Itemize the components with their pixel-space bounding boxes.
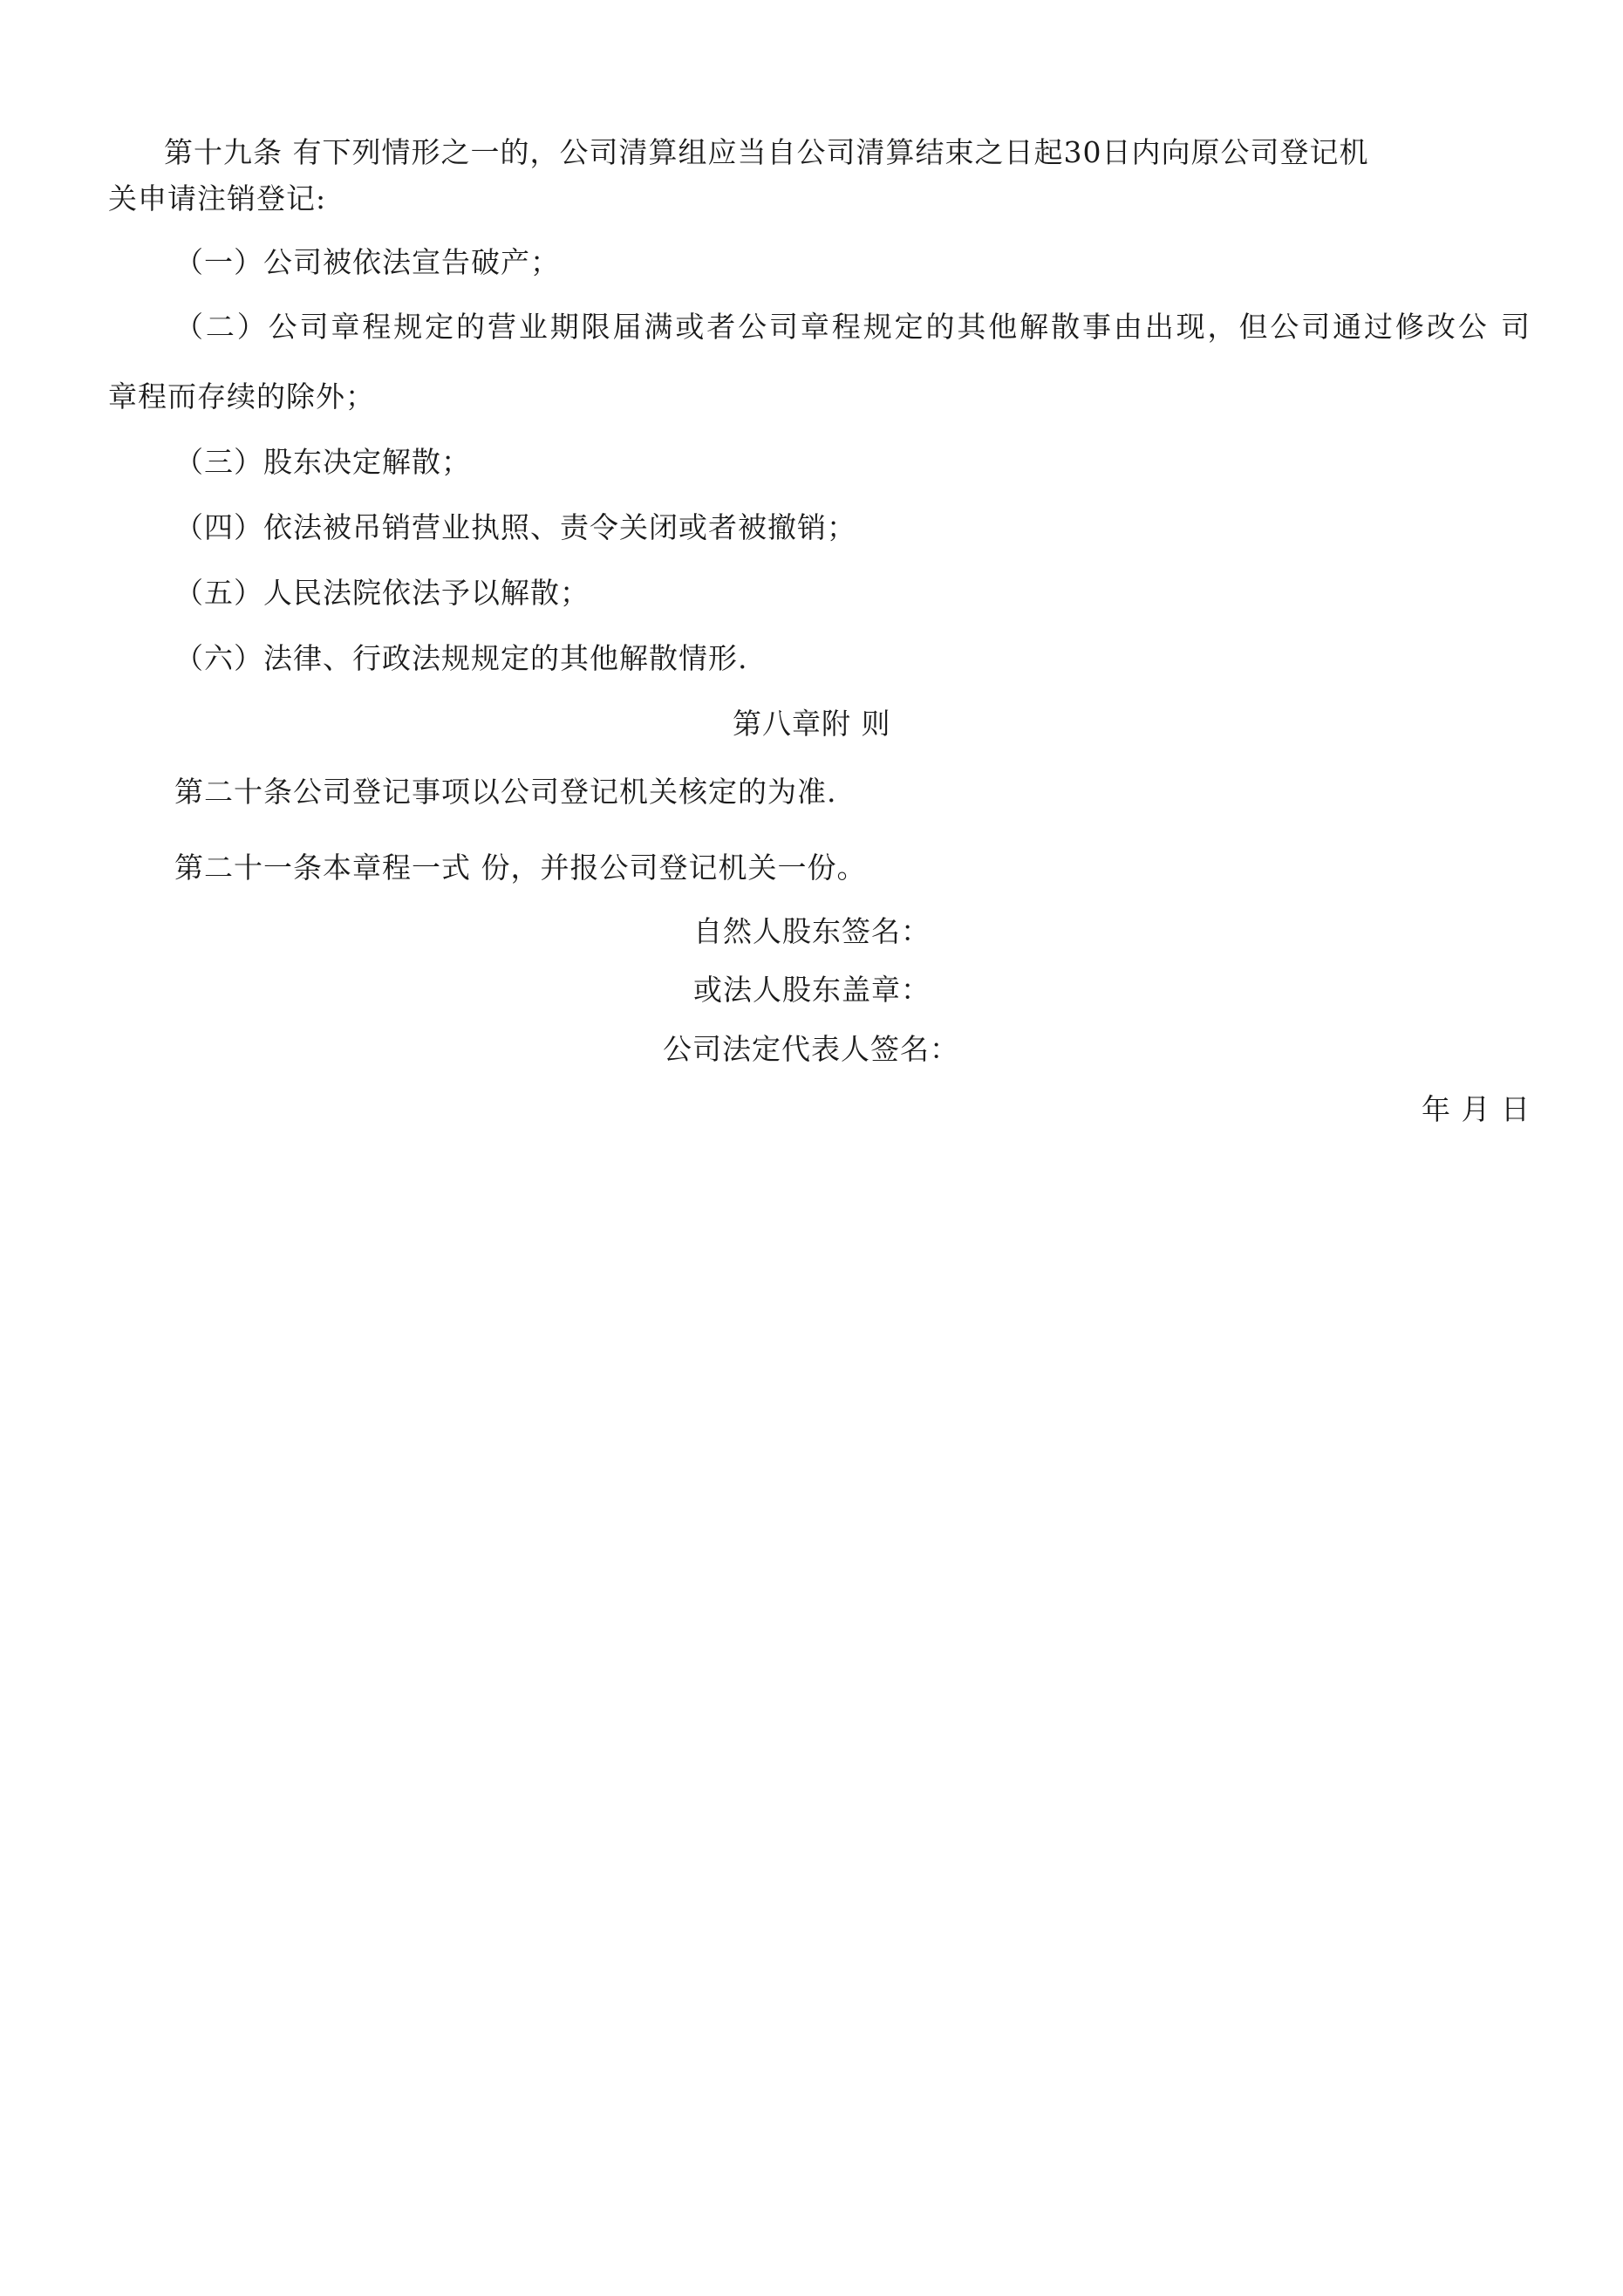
article-20: 第二十条公司登记事项以公司登记机关核定的为准. xyxy=(174,775,837,809)
item-1: （一）公司被依法宣告破产； xyxy=(174,245,560,279)
chapter-8-heading: 第八章附 则 xyxy=(733,707,891,741)
signature-legal-representative: 公司法定代表人签名： xyxy=(663,1032,959,1066)
article-19-line-2: 关申请注销登记: xyxy=(108,181,327,215)
signature-legal-person-seal: 或法人股东盖章： xyxy=(693,973,931,1007)
item-4: （四）依法被吊销营业执照、责令关闭或者被撤销； xyxy=(174,510,856,544)
signature-natural-person: 自然人股东签名： xyxy=(693,914,931,948)
item-6: （六）法律、行政法规规定的其他解散情形. xyxy=(174,641,748,675)
item-5: （五）人民法院依法予以解散； xyxy=(174,576,590,610)
article-19-line-1: 第十九条 有下列情形之一的，公司清算组应当自公司清算结束之日起30日内向原公司登记机 xyxy=(164,135,1369,169)
date-line: 年 月 日 xyxy=(1422,1092,1531,1126)
item-2-line-1: （二）公司章程规定的营业期限届满或者公司章程规定的其他解散事由出现，但公司通过修改公 司 xyxy=(174,310,1531,344)
item-2-line-2: 章程而存续的除外； xyxy=(108,379,375,413)
item-3: （三）股东决定解散； xyxy=(174,445,471,479)
article-21: 第二十一条本章程一式 份，并报公司登记机关一份。 xyxy=(174,851,867,885)
